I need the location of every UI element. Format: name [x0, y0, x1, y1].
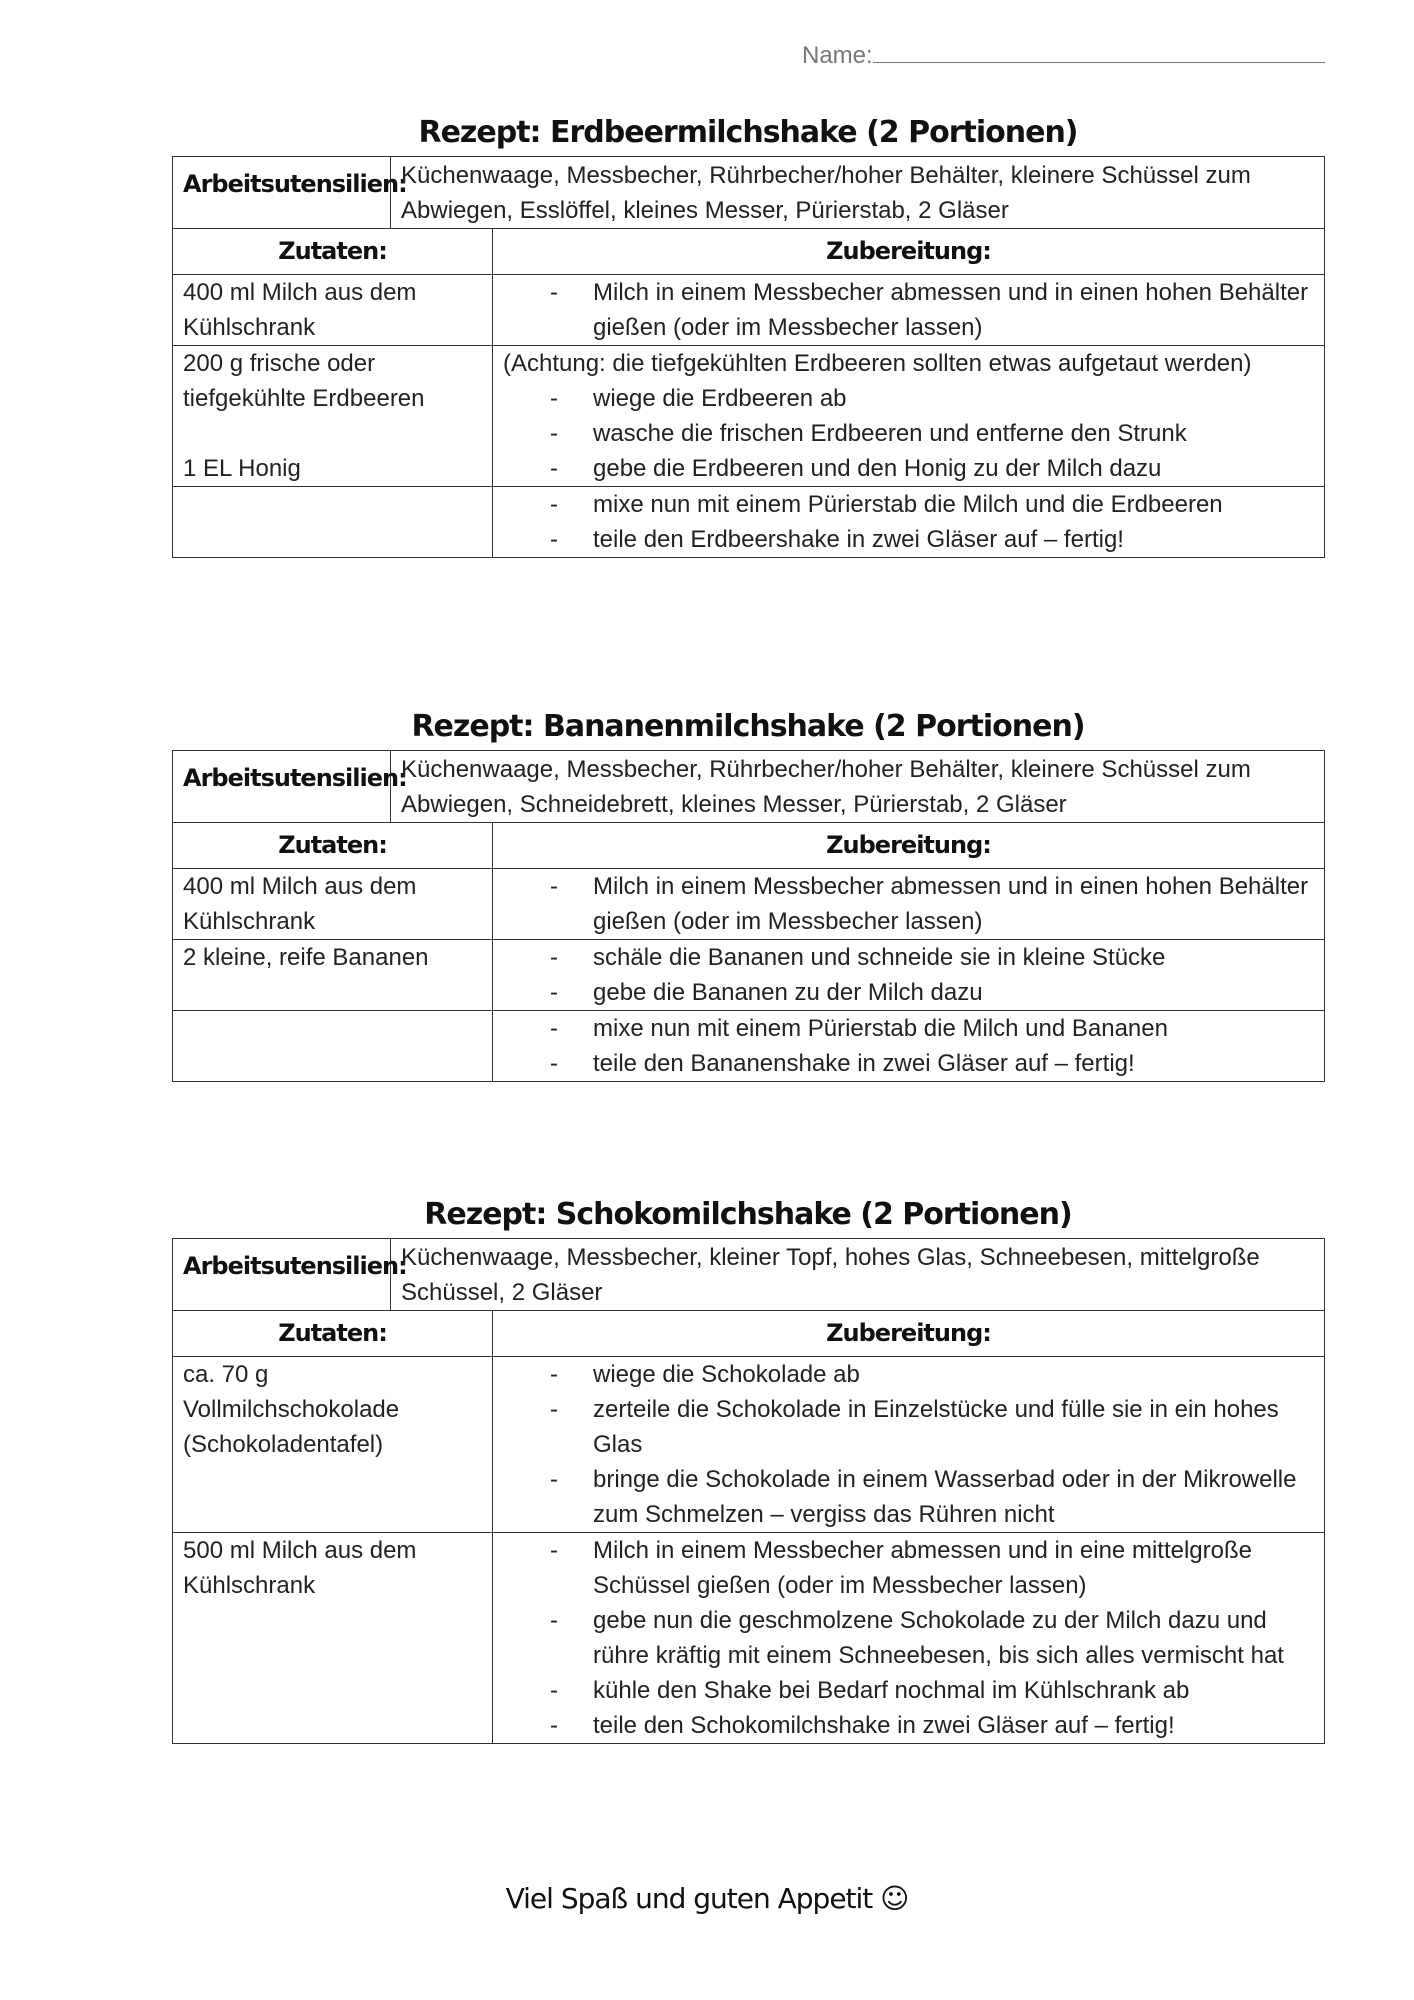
utensils-label: Arbeitsutensilien: — [173, 751, 391, 823]
utensils-label: Arbeitsutensilien: — [173, 1239, 391, 1311]
preparation-header: Zubereitung: — [493, 823, 1325, 869]
preparation-note: (Achtung: die tiefgekühlten Erdbeeren sollten etwas aufgetaut werden) — [503, 350, 1252, 377]
recipe-erdbeer — [172, 114, 1324, 558]
preparation-cell — [493, 1011, 1325, 1082]
recipe-schoko — [172, 1196, 1324, 1744]
recipe-title: Rezept: Schokomilchshake (2 Portionen) — [424, 1197, 1072, 1232]
utensils-row — [173, 157, 1325, 229]
ingredient: ca. 70 g Vollmilchschokolade (Schokoladentafel) — [183, 1361, 400, 1458]
step: - wiege die Schokolade ab — [503, 1357, 1314, 1392]
step: - teile den Bananenshake in zwei Gläser auf – fertig! — [503, 1046, 1314, 1081]
ingredients-cell — [173, 1011, 493, 1082]
ingredients-header: Zutaten: — [173, 823, 493, 869]
step: - Milch in einem Messbecher abmessen und in einen hohen Behälter gießen (oder im Messbecher lassen) — [503, 275, 1314, 345]
ingredients-cell — [173, 869, 493, 940]
ingredients-header: Zutaten: — [173, 229, 493, 275]
utensils-row — [173, 751, 1325, 823]
ingredients-cell — [173, 487, 493, 558]
step: - zerteile die Schokolade in Einzelstücke und fülle sie in ein hohes Glas — [503, 1392, 1314, 1462]
table-row — [173, 275, 1325, 346]
table-row — [173, 1011, 1325, 1082]
preparation-cell — [493, 275, 1325, 346]
header-row — [173, 1311, 1325, 1357]
step: - teile den Schokomilchshake in zwei Gläser auf – fertig! — [503, 1708, 1314, 1743]
preparation-header: Zubereitung: — [493, 229, 1325, 275]
ingredients-cell — [173, 940, 493, 1011]
step: - Milch in einem Messbecher abmessen und in eine mittelgroße Schüssel gießen (oder im Messbecher lassen) — [503, 1533, 1314, 1603]
recipe-title: Rezept: Bananenmilchshake (2 Portionen) — [411, 709, 1085, 744]
step: - teile den Erdbeershake in zwei Gläser auf – fertig! — [503, 522, 1314, 557]
utensils-row — [173, 1239, 1325, 1311]
recipe-table — [172, 750, 1325, 1082]
step: - Milch in einem Messbecher abmessen und in einen hohen Behälter gießen (oder im Messbecher lassen) — [503, 869, 1314, 939]
step: - mixe nun mit einem Pürierstab die Milch und Bananen — [503, 1011, 1314, 1046]
table-row — [173, 940, 1325, 1011]
table-row — [173, 1533, 1325, 1744]
ingredients-header: Zutaten: — [173, 1311, 493, 1357]
ingredient: 200 g frische oder tiefgekühlte Erdbeeren — [183, 350, 425, 412]
ingredients-cell — [173, 275, 493, 346]
ingredients-cell — [173, 1357, 493, 1533]
ingredient: 400 ml Milch aus dem Kühlschrank — [183, 873, 417, 935]
footer-text: Viel Spaß und guten Appetit ☺ — [505, 1882, 909, 1915]
preparation-header: Zubereitung: — [493, 1311, 1325, 1357]
step: - gebe die Erdbeeren und den Honig zu der Milch dazu — [503, 451, 1314, 486]
ingredient: 2 kleine, reife Bananen — [183, 944, 429, 971]
step: - wiege die Erdbeeren ab — [503, 381, 1314, 416]
preparation-cell — [493, 1533, 1325, 1744]
preparation-cell — [493, 869, 1325, 940]
ingredient: 400 ml Milch aus dem Kühlschrank — [183, 279, 417, 341]
ingredient: 1 EL Honig — [183, 455, 301, 482]
ingredients-cell — [173, 1533, 493, 1744]
ingredients-cell — [173, 346, 493, 487]
header-row — [173, 823, 1325, 869]
name-label: Name: — [802, 42, 873, 69]
recipe-banane — [172, 708, 1324, 1082]
header-row — [173, 229, 1325, 275]
preparation-cell — [493, 1357, 1325, 1533]
step: - gebe nun die geschmolzene Schokolade zu der Milch dazu und rühre kräftig mit einem Schneebesen, bis sich alles vermischt hat — [503, 1603, 1314, 1673]
ingredient: 500 ml Milch aus dem Kühlschrank — [183, 1537, 417, 1599]
preparation-cell — [493, 940, 1325, 1011]
recipe-title: Rezept: Erdbeermilchshake (2 Portionen) — [418, 115, 1078, 150]
step: - kühle den Shake bei Bedarf nochmal im Kühlschrank ab — [503, 1673, 1314, 1708]
name-blank-line — [873, 40, 1325, 63]
step: - schäle die Bananen und schneide sie in kleine Stücke — [503, 940, 1314, 975]
name-field — [802, 40, 1325, 70]
utensils-label: Arbeitsutensilien: — [173, 157, 391, 229]
utensils-text: Küchenwaage, Messbecher, kleiner Topf, hohes Glas, Schneebesen, mittelgroße Schüssel, 2 Gläser — [391, 1239, 1325, 1311]
recipe-table — [172, 1238, 1325, 1744]
utensils-text: Küchenwaage, Messbecher, Rührbecher/hoher Behälter, kleinere Schüssel zum Abwiegen, Schneidebrett, kleines Messer, Pürierstab, 2 Gläser — [391, 751, 1325, 823]
recipe-table — [172, 156, 1325, 558]
step: - gebe die Bananen zu der Milch dazu — [503, 975, 1314, 1010]
table-row — [173, 346, 1325, 487]
step: - mixe nun mit einem Pürierstab die Milch und die Erdbeeren — [503, 487, 1314, 522]
preparation-cell — [493, 487, 1325, 558]
preparation-cell — [493, 346, 1325, 487]
table-row — [173, 487, 1325, 558]
step: - bringe die Schokolade in einem Wasserbad oder in der Mikrowelle zum Schmelzen – vergiss das Rühren nicht — [503, 1462, 1314, 1532]
table-row — [173, 869, 1325, 940]
utensils-text: Küchenwaage, Messbecher, Rührbecher/hoher Behälter, kleinere Schüssel zum Abwiegen, Esslöffel, kleines Messer, Pürierstab, 2 Gläser — [391, 157, 1325, 229]
step: - wasche die frischen Erdbeeren und entferne den Strunk — [503, 416, 1314, 451]
table-row — [173, 1357, 1325, 1533]
